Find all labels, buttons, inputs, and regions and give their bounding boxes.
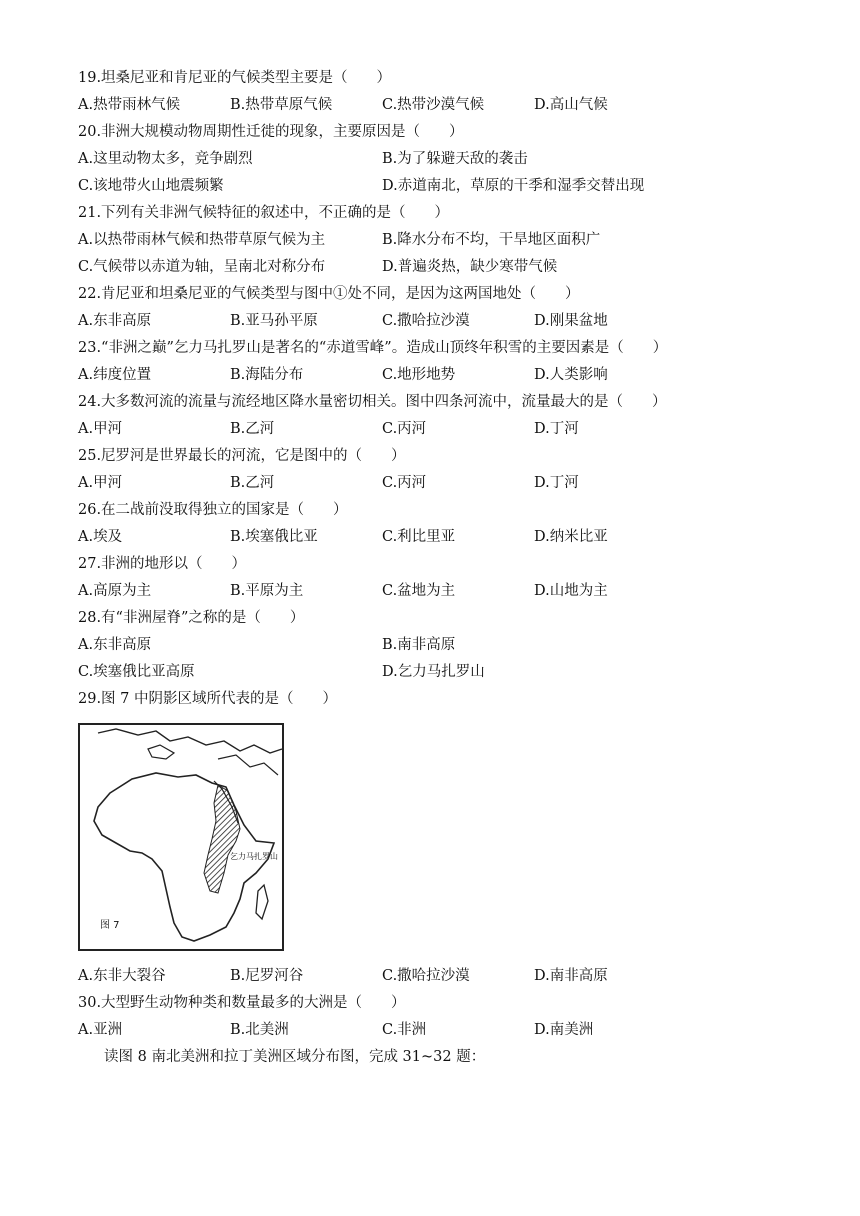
question-20-option-c: C.该地带火山地震频繁 bbox=[78, 178, 224, 194]
question-29-option-b: B.尼罗河谷 bbox=[230, 968, 304, 984]
question-28-option-a: A.东非高原 bbox=[78, 637, 152, 653]
question-25-stem: 25.尼罗河是世界最长的河流，它是图中的（ ） bbox=[78, 448, 406, 464]
question-27-option-a: A.高原为主 bbox=[78, 583, 152, 599]
question-20-option-d: D.赤道南北，草原的干季和湿季交替出现 bbox=[382, 178, 645, 194]
question-22-stem: 22.肯尼亚和坦桑尼亚的气候类型与图中①处不同，是因为这两国地处（ ） bbox=[78, 286, 580, 302]
question-27-option-c: C.盆地为主 bbox=[382, 583, 456, 599]
question-28-option-b: B.南非高原 bbox=[382, 637, 456, 653]
question-30-option-c: C.非洲 bbox=[382, 1022, 427, 1038]
question-24-stem: 24.大多数河流的流量与流经地区降水量密切相关。图中四条河流中，流量最大的是（ ） bbox=[78, 394, 667, 410]
question-25-option-a: A.甲河 bbox=[78, 475, 123, 491]
question-28-option-d: D.乞力马扎罗山 bbox=[382, 664, 485, 680]
question-19-option-a: A.热带雨林气候 bbox=[78, 97, 181, 113]
question-23-option-c: C.地形地势 bbox=[382, 367, 456, 383]
question-21-option-a: A.以热带雨林气候和热带草原气候为主 bbox=[78, 232, 326, 248]
question-19-option-d: D.高山气候 bbox=[534, 97, 608, 113]
question-29-stem: 29.图 7 中阴影区域所代表的是（ ） bbox=[78, 691, 338, 707]
question-22-option-d: D.刚果盆地 bbox=[534, 313, 608, 329]
question-26-option-d: D.纳米比亚 bbox=[534, 529, 608, 545]
question-19-option-c: C.热带沙漠气候 bbox=[382, 97, 485, 113]
question-30-option-a: A.亚洲 bbox=[78, 1022, 123, 1038]
question-24-option-c: C.丙河 bbox=[382, 421, 427, 437]
question-26-stem: 26.在二战前没取得独立的国家是（ ） bbox=[78, 502, 348, 518]
question-29-option-a: A.东非大裂谷 bbox=[78, 968, 166, 984]
question-27-option-d: D.山地为主 bbox=[534, 583, 608, 599]
question-21-stem: 21.下列有关非洲气候特征的叙述中，不正确的是（ ） bbox=[78, 205, 450, 221]
question-28-option-c: C.埃塞俄比亚高原 bbox=[78, 664, 195, 680]
question-28-stem: 28.有“非洲屋脊”之称的是（ ） bbox=[78, 610, 305, 626]
question-30-option-d: D.南美洲 bbox=[534, 1022, 594, 1038]
question-29-option-c: C.撒哈拉沙漠 bbox=[382, 968, 470, 984]
question-22-option-c: C.撒哈拉沙漠 bbox=[382, 313, 470, 329]
figure-caption: 图 7 bbox=[100, 920, 120, 931]
question-20-stem: 20.非洲大规模动物周期性迁徙的现象，主要原因是（ ） bbox=[78, 124, 464, 140]
question-21-option-b: B.降水分布不均，干旱地区面积广 bbox=[382, 232, 601, 248]
question-27-option-b: B.平原为主 bbox=[230, 583, 304, 599]
question-19-stem: 19.坦桑尼亚和肯尼亚的气候类型主要是（ ） bbox=[78, 70, 392, 86]
question-23-stem: 23.“非洲之巅”乞力马扎罗山是著名的“赤道雪峰”。造成山顶终年积雪的主要因素是（ ） bbox=[78, 340, 668, 356]
question-29-option-d: D.南非高原 bbox=[534, 968, 608, 984]
kilimanjaro-label: 乞力马扎罗山 bbox=[230, 852, 278, 861]
question-19-option-b: B.热带草原气候 bbox=[230, 97, 333, 113]
question-24-option-d: D.丁河 bbox=[534, 421, 579, 437]
question-26-option-b: B.埃塞俄比亚 bbox=[230, 529, 318, 545]
question-20-option-a: A.这里动物太多，竞争剧烈 bbox=[78, 151, 253, 167]
question-24-option-b: B.乙河 bbox=[230, 421, 275, 437]
lead-in-text: 读图 8 南北美洲和拉丁美洲区域分布图，完成 31~32 题： bbox=[104, 1049, 486, 1065]
question-25-option-b: B.乙河 bbox=[230, 475, 275, 491]
question-23-option-a: A.纬度位置 bbox=[78, 367, 152, 383]
question-21-option-c: C.气候带以赤道为轴，呈南北对称分布 bbox=[78, 259, 326, 275]
question-22-option-a: A.东非高原 bbox=[78, 313, 152, 329]
question-23-option-d: D.人类影响 bbox=[534, 367, 608, 383]
question-26-option-c: C.利比里亚 bbox=[382, 529, 456, 545]
question-23-option-b: B.海陆分布 bbox=[230, 367, 304, 383]
question-24-option-a: A.甲河 bbox=[78, 421, 123, 437]
question-21-option-d: D.普遍炎热，缺少寒带气候 bbox=[382, 259, 558, 275]
question-27-stem: 27.非洲的地形以（ ） bbox=[78, 556, 247, 572]
africa-map-figure bbox=[78, 723, 284, 951]
question-25-option-d: D.丁河 bbox=[534, 475, 579, 491]
question-25-option-c: C.丙河 bbox=[382, 475, 427, 491]
question-26-option-a: A.埃及 bbox=[78, 529, 123, 545]
question-22-option-b: B.亚马孙平原 bbox=[230, 313, 318, 329]
question-20-option-b: B.为了躲避天敌的袭击 bbox=[382, 151, 528, 167]
question-30-stem: 30.大型野生动物种类和数量最多的大洲是（ ） bbox=[78, 995, 406, 1011]
question-30-option-b: B.北美洲 bbox=[230, 1022, 289, 1038]
